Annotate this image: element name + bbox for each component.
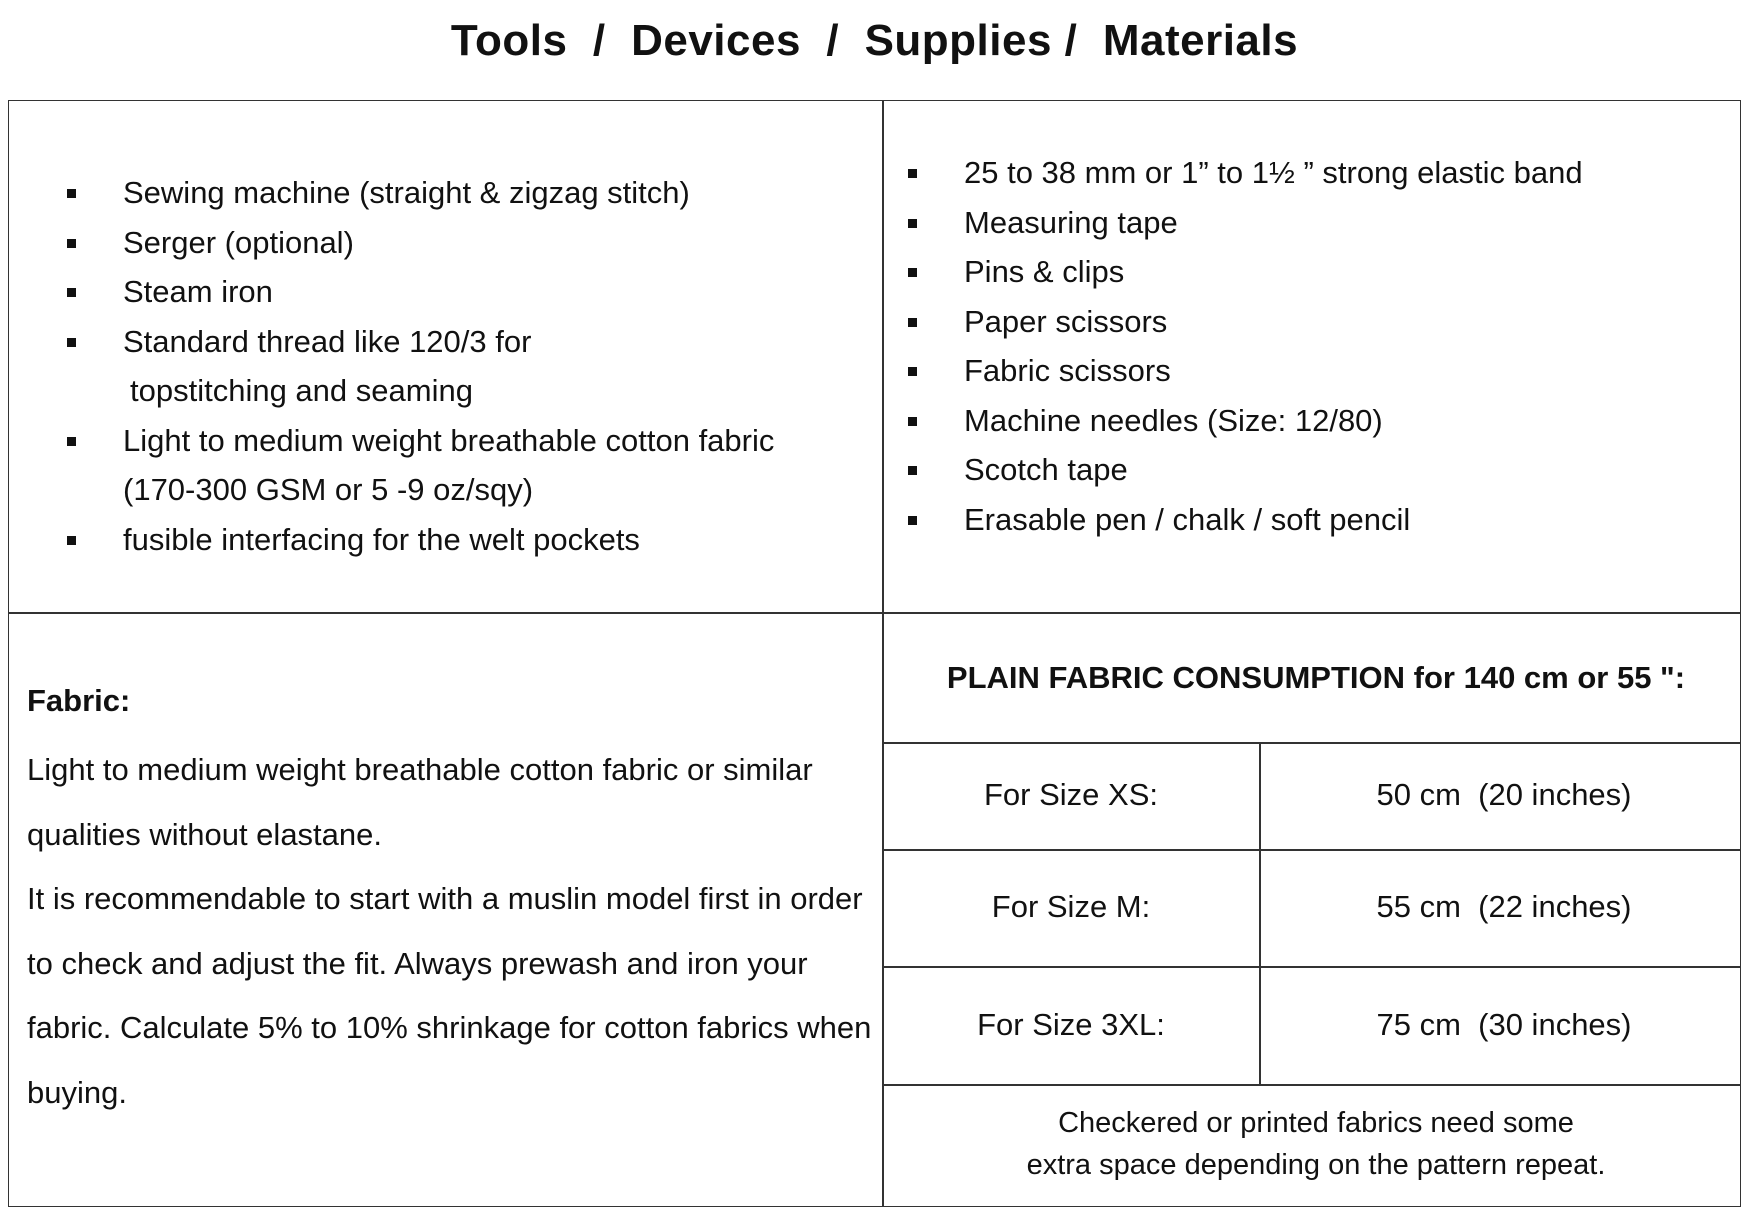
consumption-row-divider-3 [882, 1084, 1741, 1086]
size-value: 55 cm (22 inches) [1376, 889, 1632, 924]
list-item: Steam iron [66, 267, 774, 317]
consumption-title: PLAIN FABRIC CONSUMPTION for 140 cm or 55 ": [946, 660, 1686, 695]
consumption-title-divider [882, 742, 1741, 744]
list-item: fusible interfacing for the welt pockets [66, 515, 774, 565]
list-item: Sewing machine (straight & zigzag stitch) [66, 168, 774, 218]
list-item: Measuring tape [907, 198, 1583, 248]
consumption-row-divider-1 [882, 849, 1741, 851]
list-item: Scotch tape [907, 445, 1583, 495]
note-line: extra space depending on the pattern repeat. [1026, 1149, 1606, 1181]
list-item: Fabric scissors [907, 346, 1583, 396]
tools-list [66, 168, 774, 564]
supplies-list [907, 148, 1583, 544]
note-line: Checkered or printed fabrics need some [1058, 1107, 1574, 1139]
list-item: Light to medium weight breathable cotton fabric (170-300 GSM or 5 -9 oz/sqy) [66, 416, 774, 515]
list-item: Pins & clips [907, 247, 1583, 297]
consumption-row-divider-2 [882, 966, 1741, 968]
page-title: Tools / Devices / Supplies / Materials [450, 16, 1299, 65]
fabric-paragraph: Light to medium weight breathable cotton fabric or similar qualities without elastane. [27, 752, 813, 852]
size-value: 50 cm (20 inches) [1376, 777, 1632, 812]
list-item: Erasable pen / chalk / soft pencil [907, 495, 1583, 545]
size-value: 75 cm (30 inches) [1376, 1007, 1632, 1042]
size-label: For Size M: [991, 889, 1151, 924]
list-item: Standard thread like 120/3 for topstitching and seaming [66, 317, 774, 416]
fabric-paragraph: It is recommendable to start with a muslin model first in order to check and adjust the fit. Always prewash and iron your fabric. Calculate 5% to 10% shrinkage for cotton fabrics when buying. [27, 881, 872, 1110]
list-item: Machine needles (Size: 12/80) [907, 396, 1583, 446]
fabric-description [27, 738, 877, 1125]
list-item: Serger (optional) [66, 218, 774, 268]
fabric-heading: Fabric: [27, 683, 131, 718]
table-divider-horizontal [8, 612, 1741, 614]
list-item: Paper scissors [907, 297, 1583, 347]
list-item: 25 to 38 mm or 1” to 1½ ” strong elastic band [907, 148, 1583, 198]
pattern-repeat-note [883, 1102, 1749, 1186]
size-label: For Size 3XL: [977, 1007, 1165, 1042]
size-label: For Size XS: [984, 777, 1158, 812]
